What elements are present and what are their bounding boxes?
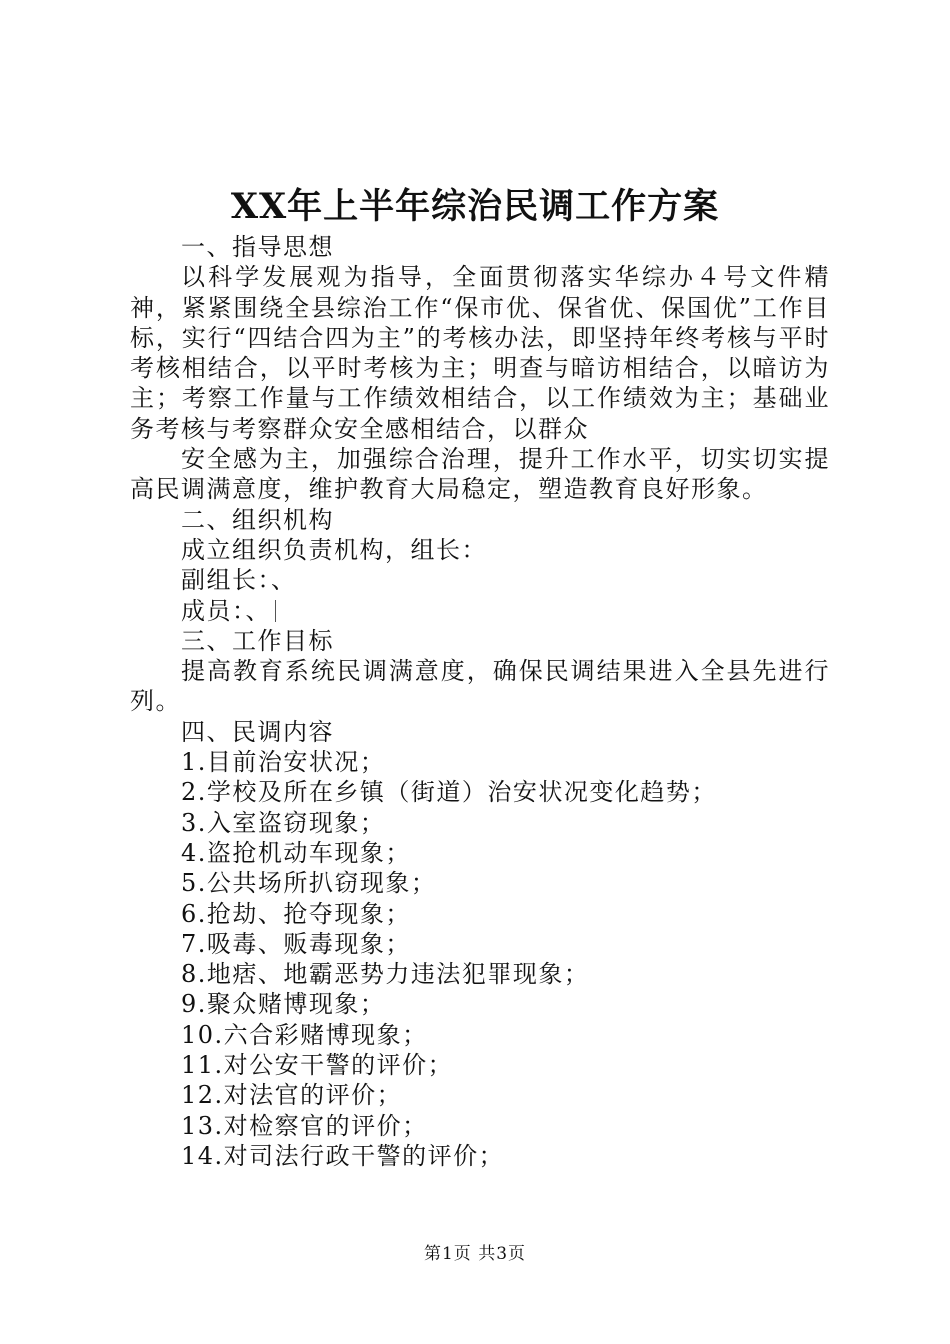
list-item: 6.抢劫、抢夺现象；	[181, 899, 411, 928]
section-heading-work-goal: 三、工作目标	[181, 626, 334, 655]
paragraph-guiding-ideology-continued: 安全感为主，加强综合治理，提升工作水平，切实切实提高民调满意度，维护教育大局稳定，塑造教育良好形象。	[130, 445, 830, 504]
page-footer: 第1页 共3页	[423, 1244, 527, 1264]
text-cursor-mark	[275, 600, 276, 622]
list-item: 7.吸毒、贩毒现象；	[181, 929, 411, 958]
paragraph-guiding-ideology: 以科学发展观为指导，全面贯彻落实华综办４号文件精神，紧紧围绕全县综治工作“保市优、保省优、保国优”工作目标，实行“四结合四为主”的考核办法，即坚持年终考核与平时考核相结合，以平时考核为主；明查与暗访相结合，以暗访为主；考察工作量与工作绩效相结合，以工作绩效为主；基础业务考核与考察群众安全感相结合，以群众	[130, 263, 830, 443]
list-item: 8.地痞、地霸恶势力违法犯罪现象；	[181, 960, 590, 989]
list-item: 2.学校及所在乡镇（街道）治安状况变化趋势；	[181, 778, 717, 807]
line-members	[130, 596, 830, 626]
section-heading-guiding-ideology: 一、指导思想	[181, 233, 334, 261]
list-item: 13.对检察官的评价；	[181, 1111, 428, 1140]
document-body	[130, 232, 830, 1171]
list-item: 5.公共场所扒窃现象；	[181, 869, 437, 898]
line-group-leader: 成立组织负责机构，组长：	[181, 535, 487, 564]
line-deputy-leader: 副组长：、	[181, 566, 297, 595]
paragraph-work-goal: 提高教育系统民调满意度，确保民调结果进入全县先进行列。	[130, 657, 830, 716]
list-item: 11.对公安干警的评价；	[181, 1051, 454, 1080]
list-item: 14.对司法行政干警的评价；	[181, 1141, 505, 1170]
list-item: 9.聚众赌博现象；	[181, 990, 386, 1019]
list-item: 12.对法官的评价；	[181, 1081, 403, 1110]
list-item: 4.盗抢机动车现象；	[181, 838, 411, 867]
section-heading-organization: 二、组织机构	[181, 505, 334, 534]
list-item: 10.六合彩赌博现象；	[181, 1020, 428, 1049]
line-members-text: 成员：、	[181, 596, 271, 625]
list-item: 3.入室盗窃现象；	[181, 808, 386, 837]
section-heading-survey-content: 四、民调内容	[181, 717, 334, 746]
list-item: 1.目前治安状况；	[181, 748, 386, 777]
document-title: XX年上半年综治民调工作方案	[230, 186, 720, 227]
